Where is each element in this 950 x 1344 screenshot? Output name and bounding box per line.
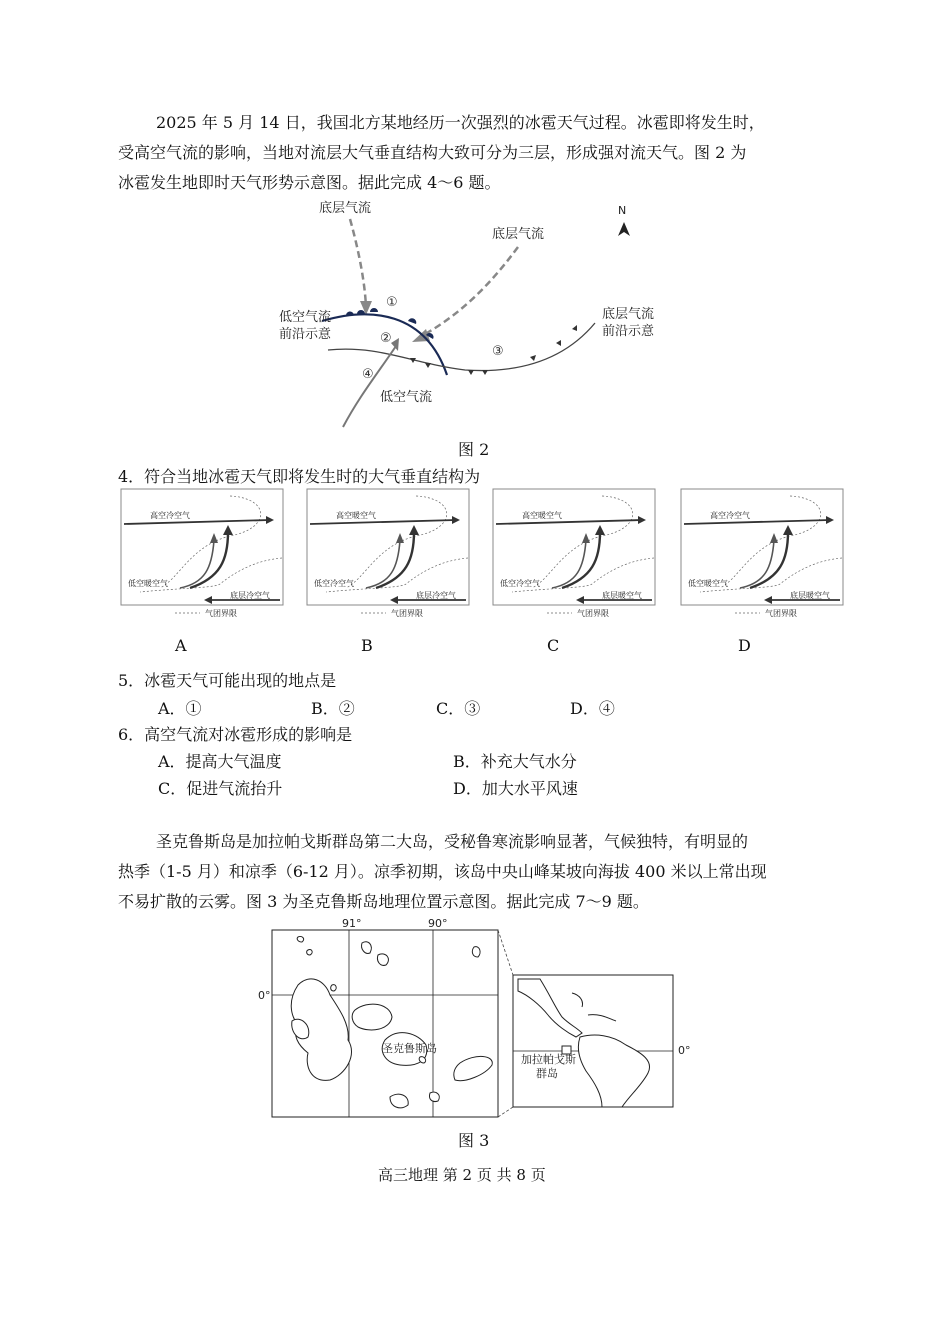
mid-air-label: 低空暖空气 [688, 579, 728, 588]
fig3-archipelago-label-2: 群岛 [536, 1067, 558, 1080]
fig2-label-bottom-front-2: 前沿示意 [602, 324, 655, 339]
north-arrow-icon [618, 222, 630, 236]
intro1-line2: 受高空气流的影响，当地对流层大气垂直结构大致可分为三层，形成强对流天气。图 2 为 [118, 143, 747, 162]
island-small-3 [331, 985, 336, 991]
top-air-label: 高空冷空气 [710, 511, 750, 520]
option-diagram [120, 488, 285, 623]
option-letter: C [547, 636, 560, 655]
island-genovesa [472, 947, 480, 957]
top-air-label: 高空暖空气 [522, 511, 562, 520]
question-4-option-c[interactable] [492, 488, 657, 656]
option-letter: D [738, 636, 751, 655]
inset-florida-cuba [572, 993, 616, 1021]
figure-2-weather-map [260, 195, 680, 435]
bottom-air-label: 底层冷空气 [230, 591, 270, 600]
bottom-flow-arrow-right [420, 247, 518, 337]
inset-north-america [518, 979, 582, 1037]
fig2-mark-4: ④ [362, 367, 374, 382]
fig2-label-low-flow: 低空气流 [380, 390, 433, 405]
inset-south-america [578, 1035, 649, 1107]
island-small-4 [419, 1057, 425, 1063]
intro1-line1: 2025 年 5 月 14 日，我国北方某地经历一次强烈的冰雹天气过程。冰雹即将发生时， [156, 113, 765, 132]
fig2-label-low-front-2: 前沿示意 [279, 327, 332, 342]
fig3-archipelago-label-1: 加拉帕戈斯 [521, 1053, 576, 1066]
fig2-label-low-front-1: 低空气流 [279, 310, 332, 325]
question-6-option-b[interactable]: B．补充大气水分 [453, 752, 577, 771]
question-5-option-a[interactable]: A．① [158, 699, 202, 718]
boundary-legend-label: 气团界限 [205, 609, 237, 618]
bottom-front-line [328, 323, 595, 371]
question-5-option-d[interactable]: D．④ [570, 699, 615, 718]
fig3-island-label: 圣克鲁斯岛 [382, 1042, 437, 1055]
figure-3-location-map [250, 915, 710, 1120]
island-small-2 [307, 950, 312, 955]
question-6-option-d[interactable]: D．加大水平风速 [453, 779, 578, 798]
question-4-option-b[interactable] [306, 488, 471, 656]
fig3-connector-bottom [498, 1107, 513, 1117]
bottom-air-label: 底层暖空气 [790, 591, 830, 600]
intro2-line2: 热季（1-5 月）和凉季（6-12 月）。凉季初期，该岛中央山峰某坡向海拔 400 米以上常出现 [118, 862, 767, 881]
intro-paragraph-1 [118, 108, 830, 198]
mid-air-label: 低空暖空气 [128, 579, 168, 588]
bottom-air-label: 底层暖空气 [602, 591, 642, 600]
option-letter: B [361, 636, 373, 655]
boundary-legend-label: 气团界限 [391, 609, 423, 618]
figure-2-caption: 图 2 [458, 440, 490, 459]
intro1-line3: 冰雹发生地即时天气形势示意图。据此完成 4～6 题。 [118, 173, 501, 192]
page-footer: 高三地理 第 2 页 共 8 页 [378, 1166, 546, 1184]
island-marchena [377, 954, 388, 965]
bottom-air-label: 底层冷空气 [416, 591, 456, 600]
option-diagram [306, 488, 471, 623]
question-4-option-a[interactable] [120, 488, 285, 656]
mid-air-label: 低空冷空气 [500, 579, 540, 588]
island-santiago [352, 1004, 392, 1030]
island-espanola [429, 1092, 439, 1101]
fig2-label-bottom-flow-2: 底层气流 [492, 227, 545, 242]
island-small-1 [297, 936, 303, 942]
low-flow-arrow [343, 346, 396, 427]
fig2-mark-2: ② [380, 331, 392, 346]
question-6-option-c[interactable]: C．促进气流抬升 [158, 779, 283, 798]
island-san-cristobal [454, 1056, 492, 1080]
figure-3-caption: 图 3 [458, 1131, 490, 1150]
bottom-flow-arrow-left [350, 219, 366, 307]
fig2-mark-1: ① [386, 295, 398, 310]
option-letter: A [175, 636, 187, 655]
fig3-lat-0-left: 0° [258, 989, 271, 1002]
question-5-option-c[interactable]: C．③ [436, 699, 481, 718]
top-air-label: 高空暖空气 [336, 511, 376, 520]
question-6-stem: 6．高空气流对冰雹形成的影响是 [118, 725, 353, 744]
fig3-connector-top [498, 930, 513, 975]
fig2-label-bottom-flow-1: 底层气流 [319, 201, 372, 216]
mid-air-label: 低空冷空气 [314, 579, 354, 588]
question-5-option-b[interactable]: B．② [311, 699, 355, 718]
island-floreana [390, 1094, 408, 1108]
intro2-line1: 圣克鲁斯岛是加拉帕戈斯群岛第二大岛，受秘鲁寒流影响显著，气候独特，有明显的 [156, 832, 749, 851]
intro-paragraph-2 [118, 827, 830, 917]
option-diagram [680, 488, 845, 623]
question-4-stem: 4．符合当地冰雹天气即将发生时的大气垂直结构为 [118, 467, 481, 486]
island-pinta [362, 942, 372, 954]
question-5-stem: 5．冰雹天气可能出现的地点是 [118, 671, 337, 690]
fig3-lat-0-right: 0° [678, 1044, 691, 1057]
option-diagram [492, 488, 657, 623]
intro2-line3: 不易扩散的云雾。图 3 为圣克鲁斯岛地理位置示意图。据此完成 7～9 题。 [118, 892, 649, 911]
question-4-option-d[interactable] [680, 488, 845, 656]
fig3-lon-91: 91° [342, 917, 362, 930]
fig2-label-north: N [618, 204, 627, 217]
fig2-label-bottom-front-1: 底层气流 [602, 307, 655, 322]
fig2-mark-3: ③ [492, 344, 504, 359]
question-6-option-a[interactable]: A．提高大气温度 [158, 752, 282, 771]
fig3-lon-90: 90° [428, 917, 448, 930]
boundary-legend-label: 气团界限 [765, 609, 797, 618]
top-air-label: 高空冷空气 [150, 511, 190, 520]
boundary-legend-label: 气团界限 [577, 609, 609, 618]
